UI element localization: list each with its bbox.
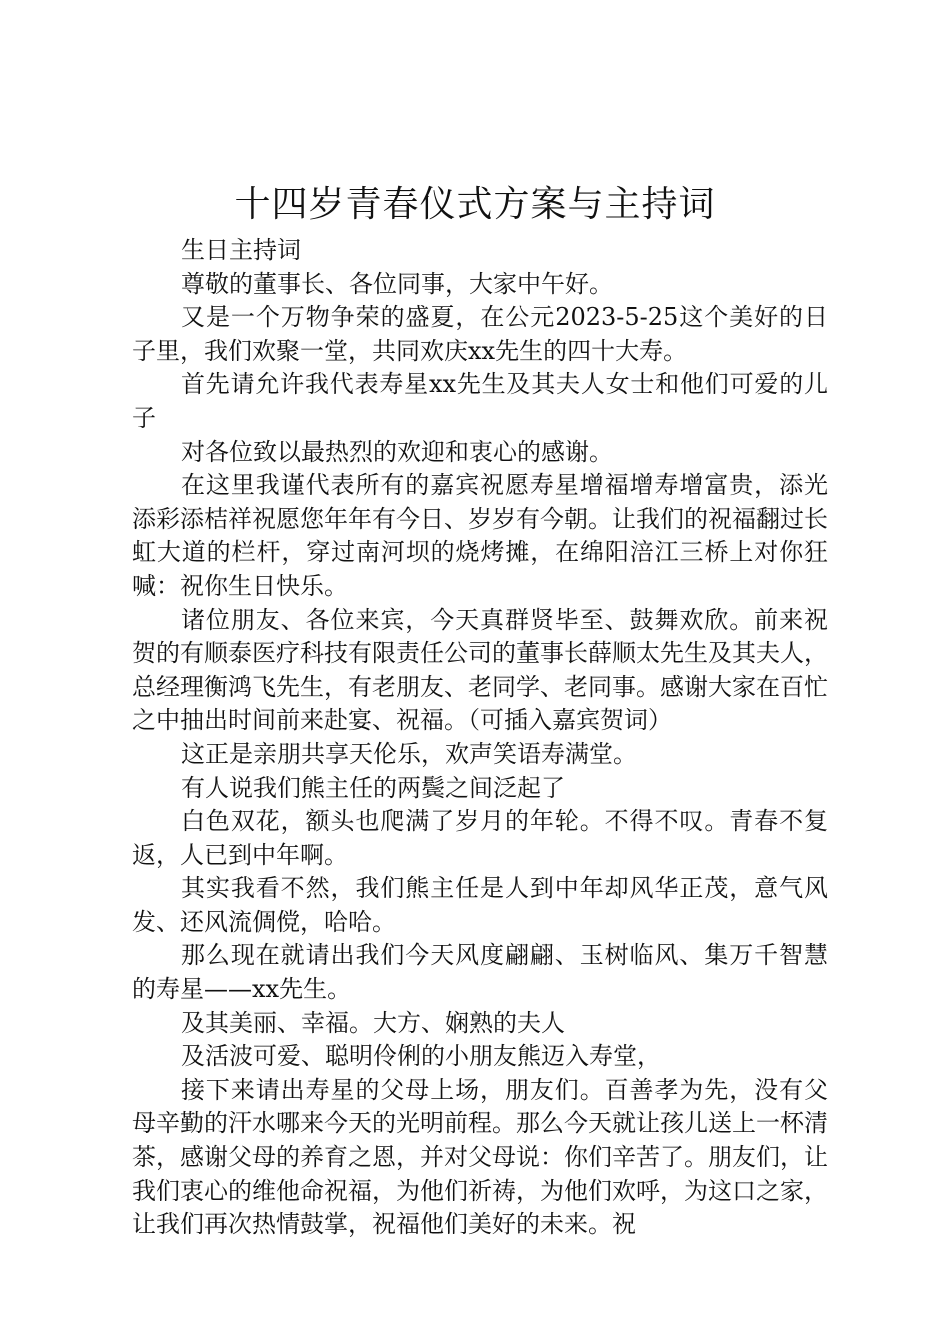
- paragraph: 那么现在就请出我们今天风度翩翩、玉树临风、集万千智慧的寿星——xx先生。: [132, 941, 828, 1004]
- paragraph: 首先请允许我代表寿星xx先生及其夫人女士和他们可爱的儿子: [132, 370, 828, 432]
- paragraph: 及其美丽、幸福。大方、娴熟的夫人: [181, 1008, 565, 1037]
- document-body: [132, 234, 828, 1242]
- paragraph: 白色双花，额头也爬满了岁月的年轮。不得不叹。青春不复返，人已到中年啊。: [132, 807, 828, 869]
- paragraph: 尊敬的董事长、各位同事，大家中午好。: [181, 269, 613, 298]
- paragraph: 对各位致以最热烈的欢迎和衷心的感谢。: [181, 437, 613, 466]
- paragraph: 其实我看不然，我们熊主任是人到中年却风华正茂，意气风发、还风流倜傥，哈哈。: [132, 874, 828, 936]
- paragraph: 接下来请出寿星的父母上场，朋友们。百善孝为先，没有父母辛勤的汗水哪来今天的光明前程。那么今天就让孩儿送上一杯清茶，感谢父母的养育之恩，并对父母说：你们辛苦了。朋友们，让我们衷心的维他命祝福，为他们祈祷，为他们欢呼，为这口之家，让我们再次热情鼓掌，祝福他们美好的未来。祝: [132, 1075, 828, 1239]
- document-title: 十四岁青春仪式方案与主持词: [234, 184, 716, 225]
- paragraph: 有人说我们熊主任的两鬓之间泛起了: [181, 773, 565, 802]
- paragraph: 及活波可爱、聪明伶俐的小朋友熊迈入寿堂，: [181, 1042, 661, 1071]
- paragraph: 生日主持词: [181, 236, 301, 264]
- paragraph: 这正是亲朋共享天伦乐，欢声笑语寿满堂。: [181, 739, 637, 768]
- paragraph: 诸位朋友、各位来宾，今天真群贤毕至、鼓舞欢欣。前来祝贺的有顺泰医疗科技有限责任公司的董事长薛顺太先生及其夫人，总经理衡鸿飞先生，有老朋友、老同学、老同事。感谢大家在百忙之中抽出时间前来赴宴、祝福。（可插入嘉宾贺词）: [132, 605, 828, 735]
- paragraph: 在这里我谨代表所有的嘉宾祝愿寿星增福增寿增富贵，添光添彩添桔祥祝愿您年年有今日、岁岁有今朝。让我们的祝福翻过长虹大道的栏杆，穿过南河坝的烧烤摊，在绵阳涪江三桥上对你狂喊：祝你生日快乐。: [132, 471, 828, 600]
- paragraph: 又是一个万物争荣的盛夏，在公元2023-5-25这个美好的日子里，我们欢聚一堂，共同欢庆xx先生的四十大寿。: [132, 303, 828, 365]
